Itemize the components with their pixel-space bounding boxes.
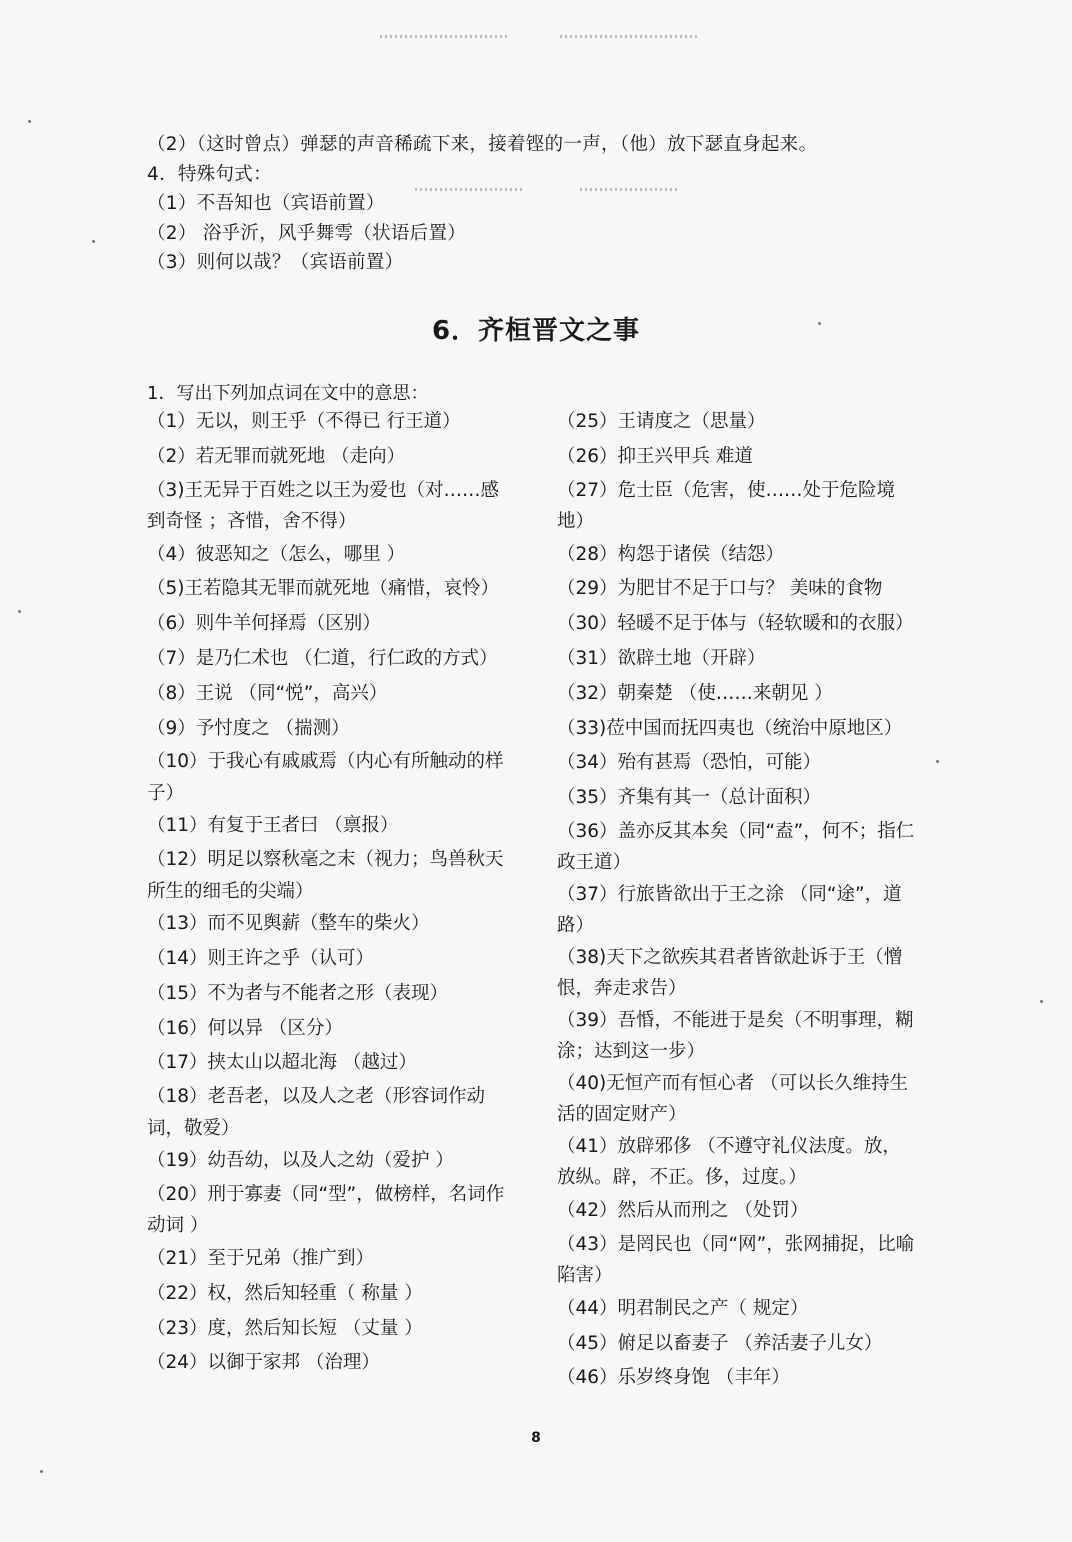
vocab-entry: （23）度，然后知长短 （丈量 ） [147,1317,423,1339]
vocab-entry: （31）欲辟土地（开辟） [557,647,766,669]
vocab-entry: （29）为肥甘不足于口与？ 美味的食物 [557,578,883,600]
vocab-entry: （41）放辟邪侈 （不遵守礼仪法度。放，放纵。辟，不正。侈，过度。） [557,1135,901,1189]
vocab-entry: （16）何以异 （区分） [147,1017,343,1039]
vocab-entry: （24）以御于家邦 （治理） [147,1352,380,1374]
scan-speck [1040,1000,1043,1003]
vocab-entry: （6）则牛羊何择焉（区别） [147,613,381,635]
vocab-entry: （11）有复于王者曰 （禀报） [147,815,399,837]
vocab-entry: （34）殆有甚焉（恐怕，可能） [557,752,822,774]
vocab-entry: （40)无恒产而有恒心者 （可以长久维持生活的固定财产） [557,1072,909,1126]
vocab-entry: （13）而不见舆薪（整车的柴火） [147,913,430,935]
vocab-entry: （15）不为者与不能者之形（表现） [147,982,449,1004]
vocab-entry: （10）于我心有戚戚焉（内心有所触动的样子） [147,751,504,804]
vocab-entry: （42）然后从而刑之 （处罚） [557,1199,809,1221]
vocab-entry: （4）彼恶知之（怎么，哪里 ） [147,543,406,565]
vocab-entry: （7）是乃仁术也 （仁道，行仁政的方式） [147,647,498,669]
vocab-entry: （44）明君制民之产（ 规定） [557,1297,809,1319]
vocab-entry: （19）幼吾幼，以及人之幼（爱护 ） [147,1150,454,1172]
section-title: 6．齐桓晋文之事 [431,316,641,346]
vocab-entry: （14）则王许之乎（认可） [147,947,375,969]
vocab-entry: （33)莅中国而抚四夷也（统治中原地区） [557,717,903,739]
question-prompt: 1．写出下列加点词在文中的意思： [147,383,429,404]
vocab-entry: （8）王说 （同“悦”，高兴） [147,682,388,704]
note-line: 4．特殊句式： [147,163,272,185]
vocab-entry: （28）构怨于诸侯（结怨） [557,543,785,565]
vocab-entry: （37）行旅皆欲出于王之涂 （同“途”，道路） [557,883,902,937]
vocab-entry: （20）刑于寡妻（同“型”，做榜样，名词作动词 ） [147,1183,505,1237]
scan-smudge [560,35,700,38]
vocab-entry: （22）权，然后知轻重（ 称量 ） [147,1282,423,1304]
note-line: （2） 浴乎沂，风乎舞雩（状语后置） [147,222,467,244]
vocab-entry: （30）轻暖不足于体与（轻软暖和的衣服） [557,613,914,635]
right-column [557,405,917,1396]
vocab-entry: （46）乐岁终身饱 （丰年） [557,1367,790,1389]
scan-speck [92,240,95,243]
vocab-entry: （21）至于兄弟（推广到） [147,1247,375,1269]
note-line: （1）不吾知也（宾语前置） [147,193,385,214]
vocab-entry: （45）俯足以畜妻子 （养活妻子儿女） [557,1332,883,1354]
vocab-entry: （2）若无罪而就死地 （走向） [147,445,406,467]
vocab-entry: （32）朝秦楚 （使……来朝见 ） [557,682,833,704]
scan-smudge [380,35,510,38]
vocab-entry: （35）齐集有其一（总计面积） [557,787,822,809]
vocab-entry: （1）无以，则王乎（不得已 行王道） [147,411,461,432]
page-number: 8 [531,1430,541,1446]
vocab-entry: （17）挟太山以超北海 （越过） [147,1052,417,1074]
vocab-entry: （39）吾惛，不能进于是矣（不明事理，糊涂；达到这一步） [557,1009,914,1063]
vocab-entry: （36）盖亦反其本矣（同“盍”，何不；指仁政王道） [557,820,915,874]
scan-speck [28,120,31,123]
vocab-entry: （9）予忖度之 （揣测） [147,717,350,739]
vocab-entry: （38)天下之欲疾其君者皆欲赴诉于王（憎恨，奔走求告） [557,946,903,1000]
vocab-entry: （18）老吾老，以及人之老（形容词作动词，敬爱） [147,1086,486,1139]
note-line: （3）则何以哉？（宾语前置） [147,252,404,273]
vocab-entry: （43）是罔民也（同“网”，张网捕捉，比喻陷害） [557,1233,915,1287]
scan-speck [40,1470,43,1473]
left-column [147,405,507,1381]
vocab-entry: （25）王请度之（思量） [557,411,766,432]
scan-speck [18,610,21,613]
vocab-entry: （26）抑王兴甲兵 难道 [557,445,753,467]
vocab-entry: （12）明足以察秋毫之末（视力；鸟兽秋天所生的细毛的尖端） [147,849,504,902]
note-line: （2）（这时曾点）弹瑟的声音稀疏下来，接着铿的一声，（他）放下瑟直身起来。 [147,134,818,155]
vocab-entry: （27）危士臣（危害，使……处于危险境地） [557,479,896,533]
vocab-entry: （5)王若隐其无罪而就死地（痛惜，哀怜） [147,578,499,600]
previous-lesson-notes [147,130,817,278]
vocab-entry: （3)王无异于百姓之以王为爱也（对……感到奇怪 ；吝惜，舍不得） [147,479,499,533]
scan-speck [936,760,939,763]
